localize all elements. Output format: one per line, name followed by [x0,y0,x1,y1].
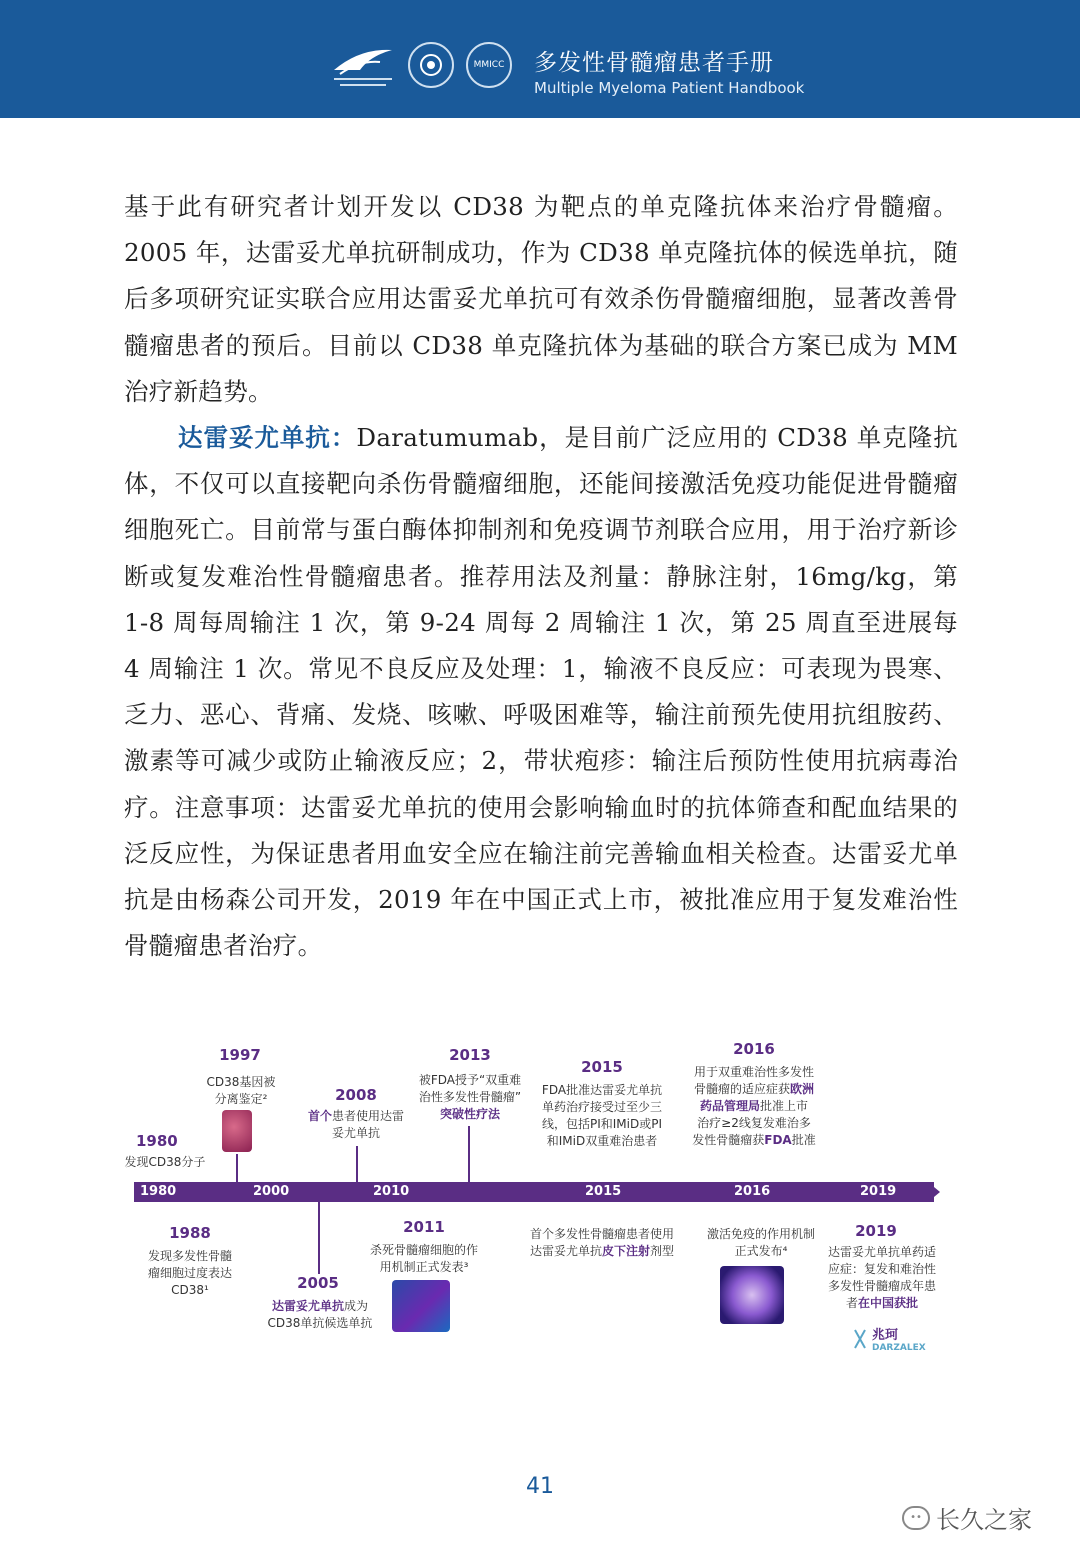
paragraph-1: 基于此有研究者计划开发以 CD38 为靶点的单克隆抗体来治疗骨髓瘤。2005 年，达雷妥尤单抗研制成功，作为 CD38 单克隆抗体的候选单抗，随后多项研究证实联合应用达雷妥尤单抗可有效杀伤骨髓瘤细胞，显著改善骨髓瘤患者的预后。目前以 CD38 单克隆抗体为基础的联合方案已成为 MM 治疗新趋势。 [124,192,958,406]
year-1988: 1988 [169,1224,211,1242]
event-1997-line1: CD38基因被 [206,1075,276,1089]
event-2016-immune [696,1226,826,1260]
event-2016-immune-line2: 正式发布⁴ [734,1244,788,1258]
event-1988-line2: 瘤细胞过度表达 [147,1266,232,1280]
axis-label-2016: 2016 [734,1184,771,1199]
header-title-cn: 多发性骨髓瘤患者手册 [534,50,774,76]
event-2015-sc-line2-end: 剂型 [650,1244,675,1258]
event-1997 [194,1074,288,1108]
paragraph-2 [124,415,958,969]
event-1997-line2: 分离鉴定² [214,1092,268,1106]
event-2015-sc-line2: 达雷妥尤单抗 [529,1244,602,1258]
event-1988 [138,1248,242,1299]
event-1988-line3: CD38¹ [171,1283,209,1297]
axis-label-2015: 2015 [585,1184,622,1199]
event-2016-line2: 骨髓瘤的适应症获 [693,1082,790,1096]
watermark [902,1500,1032,1535]
event-2013-line2: 治性多发性骨髓瘤” [418,1090,522,1104]
header-logos [330,40,512,90]
event-2016-line3: 批准上市 [760,1099,809,1113]
event-2016-immune-line1: 激活免疫的作用机制 [706,1227,815,1241]
event-2013-line1: 被FDA授予“双重难 [418,1073,522,1087]
event-2015-sc-highlight: 皮下注射 [601,1244,650,1258]
page-number: 41 [526,1474,554,1499]
event-2005 [260,1298,380,1332]
event-1980: 发现CD38分子 [124,1155,206,1169]
axis-label-2000: 2000 [253,1184,290,1199]
year-2013: 2013 [449,1046,491,1064]
event-2015-fda-line1: FDA批准达雷妥尤单抗 [541,1083,663,1097]
event-2016-highlight-ema: 药品管理局 [699,1099,760,1113]
event-2019 [820,1244,944,1312]
darzalex-logo [852,1324,926,1353]
header-title-en: Multiple Myeloma Patient Handbook [534,79,805,97]
tick-2005 [318,1202,320,1274]
darzalex-logo-icon [852,1328,868,1350]
keyword-daratumumab: 达雷妥尤单抗： [178,423,357,453]
tick-2013 [468,1126,470,1182]
event-2015-sc-line1: 首个多发性骨髓瘤患者使用 [529,1227,674,1241]
mmicc-logo-icon [466,42,512,88]
event-2005-line1: 成为 [344,1299,369,1313]
year-1997: 1997 [219,1046,261,1064]
event-2019-line1: 达雷妥尤单抗单药适 [827,1245,936,1259]
body-text [124,184,958,969]
event-2016-line4: 治疗≥2线复发难治多 [697,1116,811,1130]
timeline-arrow-icon [928,1182,940,1202]
tick-1997 [236,1154,238,1182]
event-2005-highlight: 达雷妥尤单抗 [271,1299,344,1313]
wechat-icon: •• [902,1506,930,1530]
event-2011-line2: 用机制正式发表³ [379,1260,469,1274]
event-2016-approval [686,1064,822,1149]
event-1988-line1: 发现多发性骨髓 [147,1249,232,1263]
event-2008-line2: 妥尤单抗 [331,1126,380,1140]
event-2011-line1: 杀死骨髓瘤细胞的作 [369,1243,478,1257]
immune-cell-image [720,1266,784,1324]
cd38-gene-image [222,1110,252,1152]
year-2016-ema: 2016 [733,1040,775,1058]
event-2019-line4: 者 [845,1296,858,1310]
event-2013-highlight: 突破性疗法 [439,1107,500,1121]
year-2015-fda: 2015 [581,1058,623,1076]
event-2016-line5: 发性骨髓瘤获 [692,1133,765,1147]
event-2011 [364,1242,484,1276]
axis-label-2010: 2010 [373,1184,410,1199]
tick-2008 [356,1146,358,1182]
event-2015-fda [540,1082,664,1150]
event-2015-subcutaneous [524,1226,680,1260]
society-logo-icon [330,40,396,90]
event-2013 [410,1072,530,1123]
year-1980: 1980 [136,1132,178,1150]
event-2015-fda-line3: 线，包括PI和IMiD或PI [541,1117,663,1131]
event-2016-line1: 用于双重难治性多发性 [693,1065,814,1079]
event-2019-line2: 应症：复发和难治性 [827,1262,936,1276]
seal-logo-icon [408,42,454,88]
paragraph-2-text: Daratumumab，是目前广泛应用的 CD38 单克隆抗体，不仅可以直接靶向杀伤骨髓瘤细胞，还能间接激活免疫功能促进骨髓瘤细胞死亡。目前常与蛋白酶体抑制剂和免疫调节剂联合应用，用于治疗新诊断或复发难治性骨髓瘤患者。推荐用法及剂量：静脉注射，16mg/kg，第 1-8 周每周输注 1 次，第 9-24 周每 2 周输注 1 次，第 25 周直至进展每 4 周输注 1 次。常见不良反应及处理：1，输液不良反应：可表现为畏寒、乏力、恶心、背痛、发烧、咳嗽、呼吸困难等，输注前预先使用抗组胺药、激素等可减少或防止输液反应；2，带状疱疹：输注后预防性使用抗病毒治疗。注意事项：达雷妥尤单抗的使用会影响输血时的抗体筛查和配血结果的泛反应性，为保证患者用血安全应在输注前完善输血相关检查。达雷妥尤单抗是由杨森公司开发，2019 年在中国正式上市，被批准应用于复发难治性骨髓瘤患者治疗。 [124,423,958,961]
event-2015-fda-line2: 单药治疗接受过至少三 [541,1100,662,1114]
brand-cn: 兆珂 [872,1328,899,1343]
event-2015-fda-line4: 和IMiD双重难治患者 [546,1134,658,1148]
event-2019-line3: 多发性骨髓瘤成年患 [827,1279,936,1293]
event-2016-highlight-europe: 欧洲 [790,1082,815,1096]
daratumumab-timeline [120,1030,950,1370]
page-header [0,0,1080,118]
mmicc-label: MMICC [473,60,505,70]
event-2005-line2: CD38单抗候选单抗 [267,1316,373,1330]
axis-label-2019: 2019 [860,1184,897,1199]
axis-label-1980: 1980 [140,1184,177,1199]
year-2008: 2008 [335,1086,377,1104]
watermark-text: 长久之家 [936,1506,1032,1534]
mechanism-image [392,1280,450,1332]
year-2019: 2019 [855,1222,897,1240]
year-2011: 2011 [403,1218,445,1236]
brand-en: DARZALEX [872,1343,926,1353]
year-2005: 2005 [297,1274,339,1292]
event-2016-line5-end: 批准 [791,1133,816,1147]
event-2008-highlight: 首个 [307,1109,332,1123]
event-2016-highlight-fda: FDA [764,1133,792,1147]
header-titles [534,44,804,97]
event-2019-highlight: 在中国获批 [858,1296,919,1310]
event-2008 [304,1108,408,1142]
event-2008-line1: 患者使用达雷 [332,1109,405,1123]
